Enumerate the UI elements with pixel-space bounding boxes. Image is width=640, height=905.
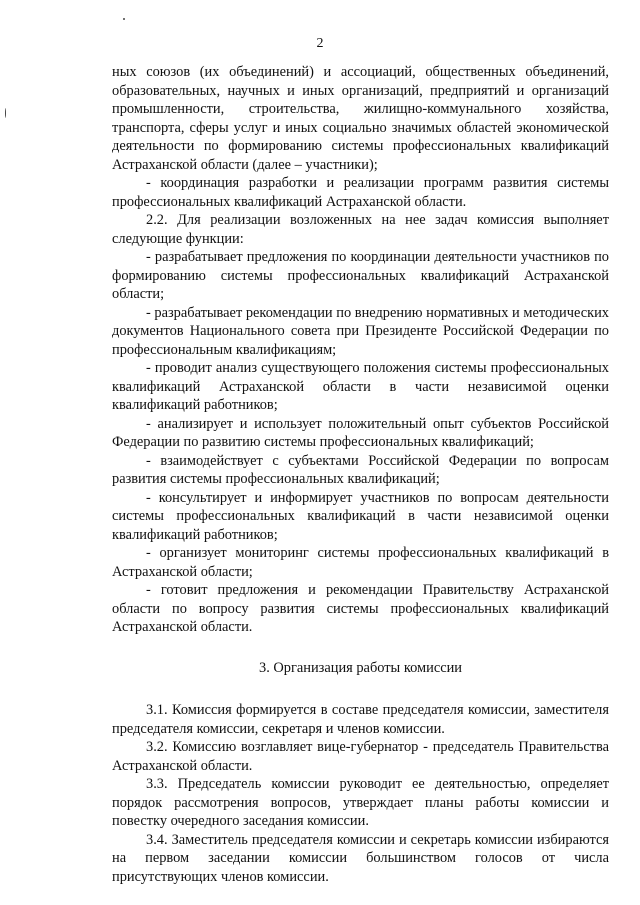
scan-speck bbox=[5, 108, 6, 118]
paragraph: - анализирует и использует положительный опыт субъектов Российской Федерации по развитию системы профессиональных квалификаций; bbox=[112, 415, 609, 450]
scan-speck bbox=[123, 18, 125, 20]
paragraph: 2.2. Для реализации возложенных на нее задач комиссия выполняет следующие функции: bbox=[112, 212, 609, 247]
paragraph: - взаимодействует с субъектами Российской Федерации по вопросам развития системы профессиональных квалификаций; bbox=[112, 452, 609, 487]
paragraph: - организует мониторинг системы профессиональных квалификаций в Астраханской области; bbox=[112, 545, 609, 580]
paragraph: - разрабатывает рекомендации по внедрению нормативных и методических документов Национального совета при Президенте Российской Федерации по профессиональным квалификациям; bbox=[112, 304, 609, 358]
paragraph: 3.4. Заместитель председателя комиссии и секретарь комиссии избираются на первом заседании комиссии большинством голосов от числа присутствующих членов комиссии. bbox=[112, 831, 609, 885]
paragraph: - координация разработки и реализации программ развития системы профессиональных квалификаций Астраханской области. bbox=[112, 175, 609, 210]
paragraph: ных союзов (их объединений) и ассоциаций, общественных объединений, образовательных, научных и иных организаций, предприятий и организаций промышленности, строительства, жилищно-коммунального хозяйства, транспорта, сферы услуг и иных социально значимых областей экономической деятельности по формированию системы профессиональных квалификаций Астраханской области (далее – участники); bbox=[112, 64, 609, 173]
page-number: 2 bbox=[316, 36, 324, 51]
paragraph: - готовит предложения и рекомендации Правительству Астраханской области по вопросу развития системы профессиональных квалификаций Астраханской области. bbox=[112, 582, 609, 635]
paragraph: - консультирует и информирует участников по вопросам деятельности системы профессиональных квалификаций в части независимой оценки квалификаций работников; bbox=[112, 489, 609, 543]
paragraph: 3.2. Комиссию возглавляет вице-губернатор - председатель Правительства Астраханской области. bbox=[112, 739, 609, 774]
paragraph: - разрабатывает предложения по координации деятельности участников по формированию системы профессиональных квалификаций Астраханской области; bbox=[112, 249, 609, 302]
document-body bbox=[112, 63, 609, 886]
paragraph: 3.1. Комиссия формируется в составе председателя комиссии, заместителя председателя комиссии, секретаря и членов комиссии. bbox=[112, 702, 609, 737]
section-heading: 3. Организация работы комиссии bbox=[259, 659, 462, 676]
paragraph: - проводит анализ существующего положения системы профессиональных квалификаций Астраханской области в части независимой оценки квалификаций работников; bbox=[112, 360, 609, 413]
paragraph: 3.3. Председатель комиссии руководит ее деятельностью, определяет порядок рассмотрения вопросов, утверждает планы работы комиссии и повестку очередного заседания комиссии. bbox=[112, 776, 609, 829]
